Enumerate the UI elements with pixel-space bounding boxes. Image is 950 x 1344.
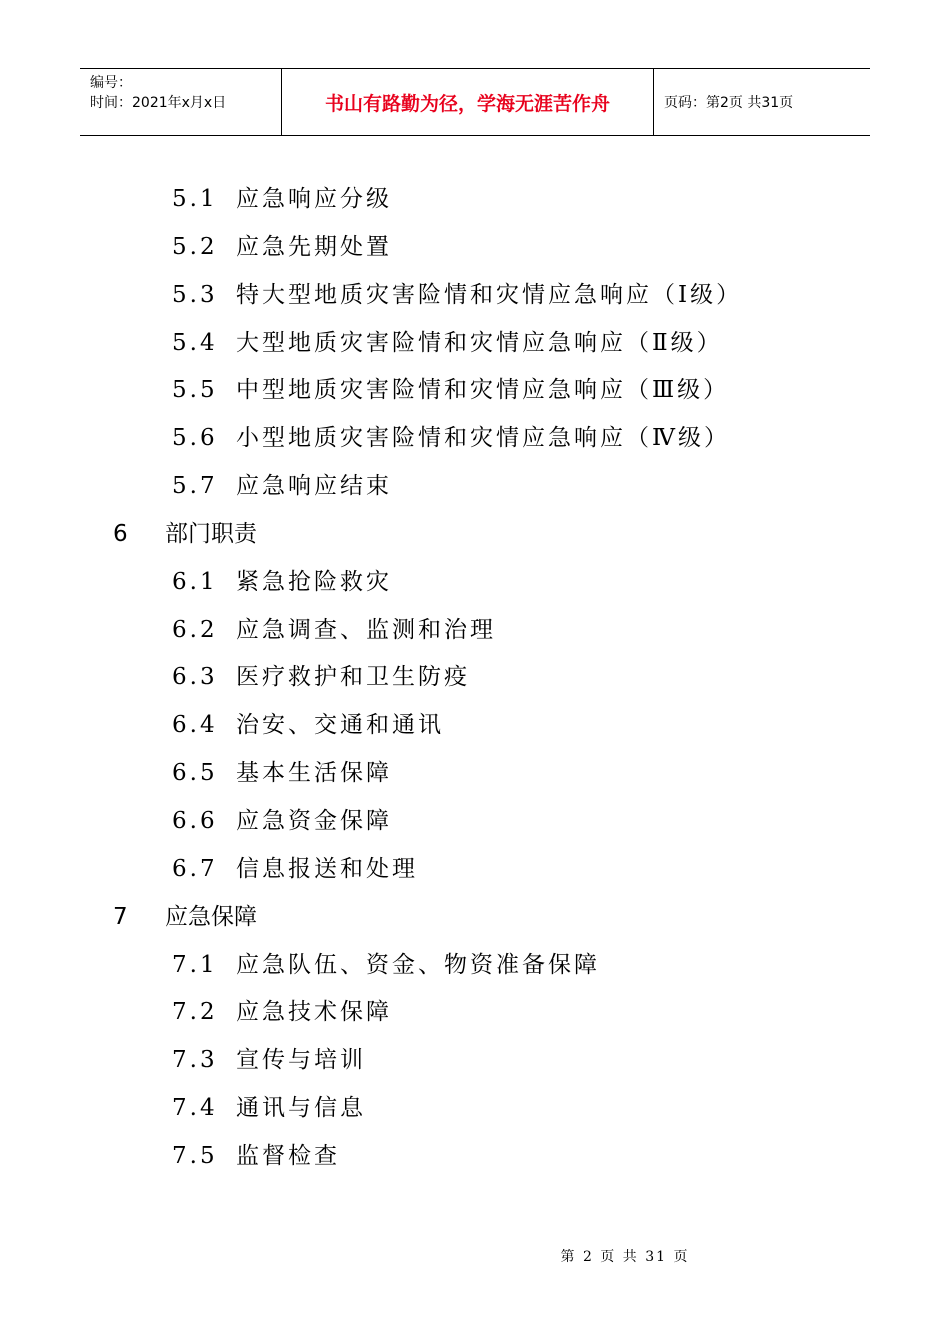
toc-number: 7.2 [172, 999, 218, 1026]
header-motto: 书山有路勤为径，学海无涯苦作舟 [282, 69, 654, 135]
toc-number: 6.3 [172, 664, 218, 691]
toc-number: 5.7 [172, 473, 218, 500]
toc-title: 特大型地质灾害险情和灾情应急响应（Ⅰ级） [236, 281, 743, 308]
toc-title: 应急技术保障 [236, 999, 392, 1026]
page-header [80, 68, 870, 136]
toc-title: 应急保障 [165, 903, 257, 930]
header-meta [80, 69, 282, 135]
toc-title: 应急响应分级 [236, 186, 392, 212]
toc-entry [0, 367, 950, 415]
toc-section-heading [0, 511, 950, 559]
toc-title: 应急响应结束 [236, 473, 392, 500]
toc-title: 宣传与培训 [236, 1047, 366, 1074]
toc-number: 6 [113, 520, 128, 547]
toc-entry [0, 1085, 950, 1133]
toc-number: 5.5 [172, 377, 218, 404]
toc-title: 应急调查、监测和治理 [236, 616, 496, 643]
toc-title: 信息报送和处理 [236, 855, 418, 882]
toc-number: 7.1 [172, 951, 218, 978]
toc-entry [0, 702, 950, 750]
toc-title: 中型地质灾害险情和灾情应急响应（Ⅲ级） [236, 377, 730, 404]
header-page-info: 页码：第2页 共31页 [664, 95, 794, 111]
toc-number: 7 [113, 903, 128, 930]
toc-title: 应急先期处置 [236, 233, 392, 260]
toc-title: 应急队伍、资金、物资准备保障 [236, 951, 600, 978]
toc-entry [0, 415, 950, 463]
toc-title: 基本生活保障 [236, 760, 392, 787]
toc-number: 7.3 [172, 1047, 218, 1074]
toc-number: 6.4 [172, 712, 218, 739]
toc-title: 大型地质灾害险情和灾情应急响应（Ⅱ级） [236, 329, 723, 356]
toc-entry [0, 176, 950, 224]
toc-number: 5.4 [172, 329, 218, 356]
toc-entry [0, 1133, 950, 1181]
toc-entry [0, 798, 950, 846]
toc-number: 6.7 [172, 855, 218, 882]
toc-entry [0, 1037, 950, 1085]
toc-entry [0, 989, 950, 1037]
table-of-contents [0, 176, 950, 1181]
toc-title: 治安、交通和通讯 [236, 712, 444, 739]
toc-title: 医疗救护和卫生防疫 [236, 664, 470, 691]
toc-number: 6.2 [172, 616, 218, 643]
toc-entry [0, 320, 950, 368]
toc-number: 6.6 [172, 807, 218, 834]
toc-number: 5.1 [172, 186, 218, 212]
toc-entry [0, 846, 950, 894]
toc-entry [0, 559, 950, 607]
time-label: 时间：2021年x月x日 [90, 95, 227, 111]
toc-entry [0, 463, 950, 511]
toc-number: 6.5 [172, 760, 218, 787]
toc-entry [0, 942, 950, 990]
toc-entry [0, 607, 950, 655]
toc-title: 应急资金保障 [236, 807, 392, 834]
toc-section-heading [0, 894, 950, 942]
toc-number: 5.2 [172, 233, 218, 260]
toc-title: 小型地质灾害险情和灾情应急响应（Ⅳ级） [236, 425, 730, 452]
toc-title: 监督检查 [236, 1142, 340, 1169]
toc-number: 5.6 [172, 425, 218, 452]
toc-number: 5.3 [172, 281, 218, 308]
toc-number: 7.5 [172, 1142, 218, 1169]
toc-entry [0, 272, 950, 320]
number-label: 编号： [90, 75, 132, 91]
toc-entry [0, 224, 950, 272]
toc-entry [0, 750, 950, 798]
toc-number: 6.1 [172, 568, 218, 595]
toc-number: 7.4 [172, 1095, 218, 1122]
toc-title: 部门职责 [165, 520, 257, 547]
toc-title: 通讯与信息 [236, 1095, 366, 1122]
toc-entry [0, 654, 950, 702]
page-footer: 第 2 页 共 31 页 [560, 1249, 690, 1265]
toc-title: 紧急抢险救灾 [236, 568, 392, 595]
